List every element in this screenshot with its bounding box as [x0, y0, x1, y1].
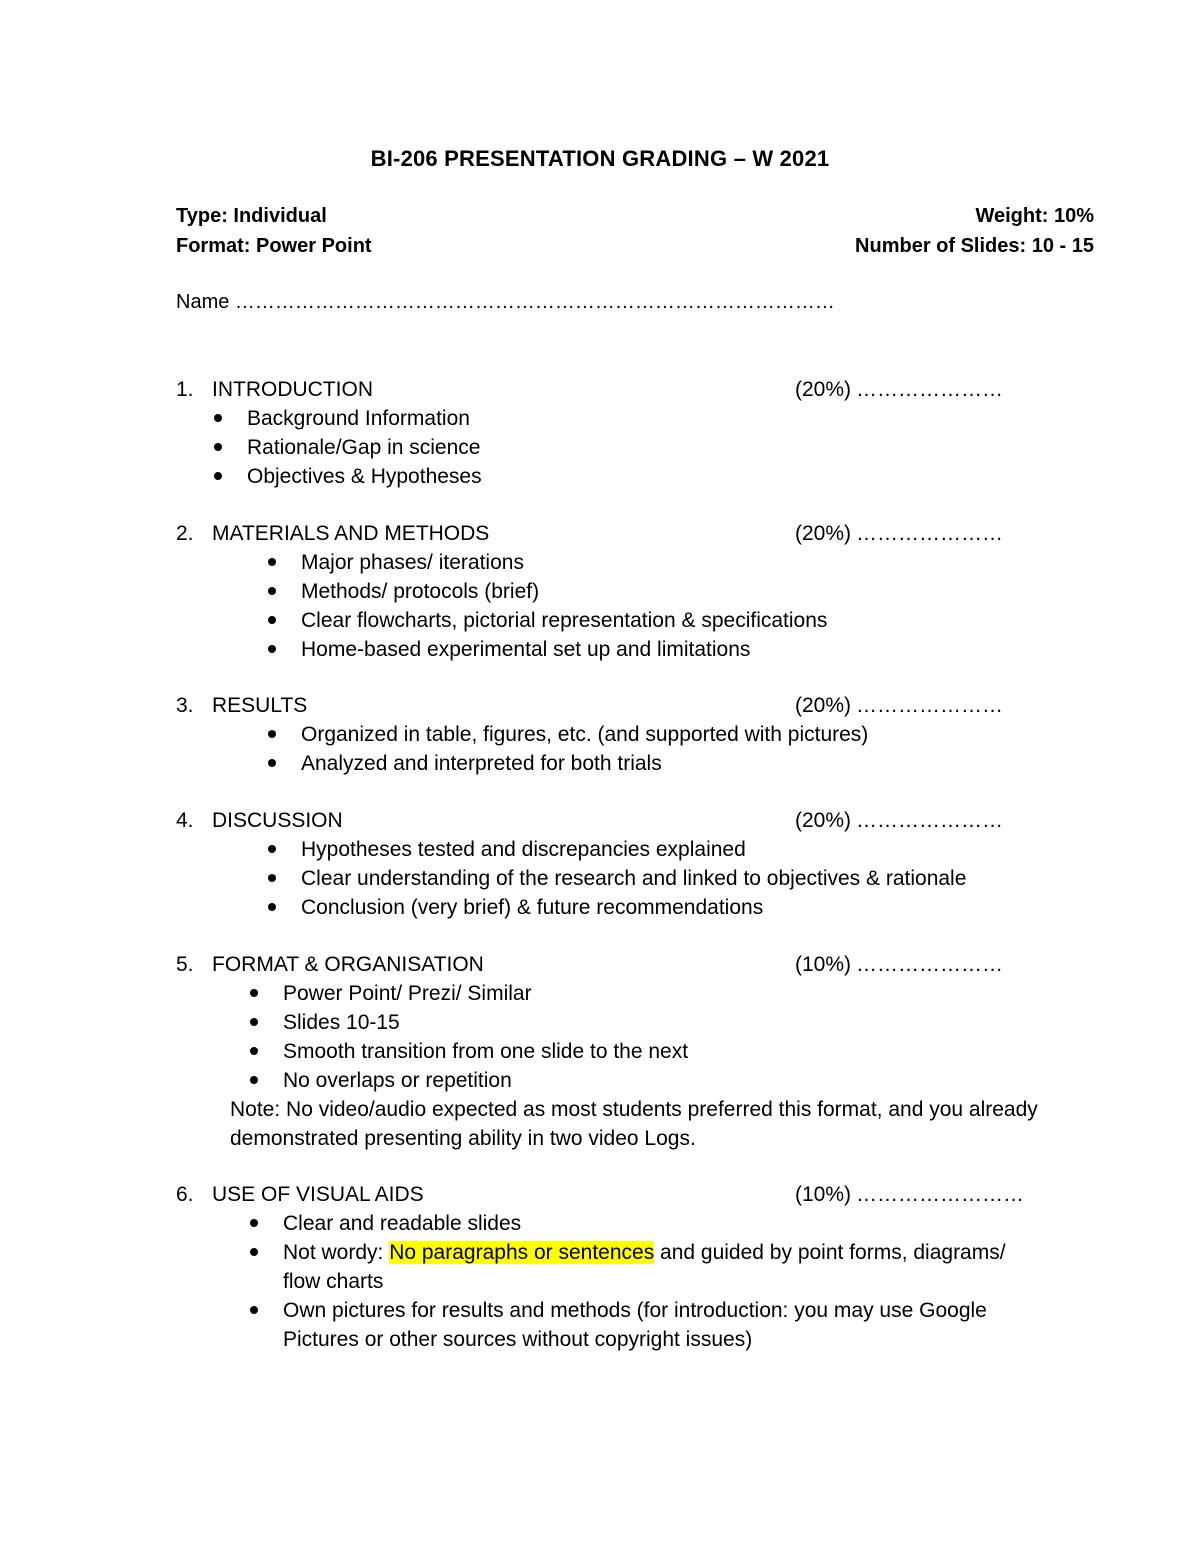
section-number: 1.: [176, 378, 194, 401]
list-item: [176, 1209, 1076, 1238]
list-item-text: Clear and readable slides: [283, 1212, 522, 1235]
bullet-icon: [214, 443, 222, 451]
bullet-icon: [268, 903, 276, 911]
section-number: 3.: [176, 694, 194, 717]
list-item: [176, 1238, 1076, 1296]
list-item: [176, 606, 1076, 635]
list-item: [176, 1008, 1076, 1037]
bullet-icon: [250, 989, 258, 997]
section-results: [176, 691, 1076, 778]
bullet-icon: [214, 472, 222, 480]
page-title: BI-206 PRESENTATION GRADING – W 2021: [370, 146, 830, 171]
section-visual-aids: [176, 1180, 1076, 1354]
section-percentage: (20%): [795, 522, 852, 545]
section-header: [176, 375, 1076, 404]
list-item-text: Clear understanding of the research and linked to objectives & rationale: [301, 867, 967, 890]
list-item: [176, 1066, 1076, 1095]
score-blank: …………………: [856, 694, 1003, 717]
highlighted-text: No paragraphs or sentences: [389, 1241, 655, 1264]
section-number: 6.: [176, 1183, 194, 1206]
bullet-icon: [250, 1047, 258, 1055]
list-item-text: Major phases/ iterations: [301, 551, 524, 574]
list-item-text: Smooth transition from one slide to the next: [283, 1040, 689, 1063]
bullet-icon: [250, 1248, 258, 1256]
list-item-text: No overlaps or repetition: [283, 1069, 512, 1092]
weight-label: Weight: 10%: [975, 205, 1094, 227]
list-item-text: Organized in table, figures, etc. (and supported with pictures): [301, 723, 869, 746]
list-item: [176, 864, 1076, 893]
bullet-icon: [250, 1076, 258, 1084]
list-item: [176, 720, 1076, 749]
list-item: [176, 835, 1076, 864]
list-item: [176, 404, 1076, 433]
format-label: Format: Power Point: [176, 235, 372, 257]
score-blank: …………………: [856, 378, 1003, 401]
score-blank: …………………: [856, 522, 1003, 545]
section-percentage: (10%): [795, 953, 852, 976]
list-item-text: Objectives & Hypotheses: [247, 465, 482, 488]
list-item-text: Home-based experimental set up and limitations: [301, 638, 751, 661]
section-header: [176, 1180, 1076, 1209]
list-item: [176, 462, 1076, 491]
bullet-icon: [268, 616, 276, 624]
bullet-icon: [268, 587, 276, 595]
section-title: FORMAT & ORGANISATION: [212, 953, 484, 976]
text-after-highlight: and guided by point forms, diagrams/ flow charts: [283, 1241, 1006, 1293]
section-title: MATERIALS AND METHODS: [212, 522, 490, 545]
section-number: 4.: [176, 809, 194, 832]
section-title: RESULTS: [212, 694, 308, 717]
bullet-icon: [268, 558, 276, 566]
section-title: DISCUSSION: [212, 809, 343, 832]
list-item: [176, 749, 1076, 778]
list-item-text: Own pictures for results and methods (for introduction: you may use Google Pictures or other sources without copyright issues): [283, 1299, 987, 1351]
section-number: 2.: [176, 522, 194, 545]
section-header: [176, 806, 1076, 835]
section-header: [176, 519, 1076, 548]
list-item: [176, 635, 1076, 664]
text-before-highlight: Not wordy:: [283, 1241, 390, 1264]
list-item: [176, 1296, 1076, 1354]
section-number: 5.: [176, 953, 194, 976]
list-item-text: Analyzed and interpreted for both trials: [301, 752, 662, 775]
section-introduction: [176, 375, 1076, 491]
bullet-icon: [250, 1219, 258, 1227]
section-title: INTRODUCTION: [212, 378, 373, 401]
bullet-icon: [250, 1306, 258, 1314]
list-item-text: Rationale/Gap in science: [247, 436, 481, 459]
list-item: [176, 548, 1076, 577]
list-item: [176, 1037, 1076, 1066]
bullet-icon: [214, 414, 222, 422]
list-item-text: Clear flowcharts, pictorial representation & specifications: [301, 609, 828, 632]
score-blank: …………………: [856, 953, 1003, 976]
section-note: Note: No video/audio expected as most students preferred this format, and you already demonstrated presenting ability in two video Logs.: [230, 1098, 1038, 1150]
bullet-icon: [268, 874, 276, 882]
section-percentage: (10%): [795, 1183, 852, 1206]
list-item: [176, 577, 1076, 606]
slides-label: Number of Slides: 10 - 15: [855, 235, 1094, 257]
list-item-text: Slides 10-15: [283, 1011, 400, 1034]
list-item: [176, 979, 1076, 1008]
list-item-text: Background Information: [247, 407, 470, 430]
type-label: Type: Individual: [176, 205, 327, 227]
bullet-icon: [268, 845, 276, 853]
list-item-text: [283, 1238, 1043, 1296]
name-field-line: Name ………………………………………………………………………………: [176, 291, 835, 313]
section-percentage: (20%): [795, 809, 852, 832]
section-materials-methods: [176, 519, 1076, 664]
list-item: [176, 433, 1076, 462]
list-item-text: Power Point/ Prezi/ Similar: [283, 982, 532, 1005]
list-item-text: Methods/ protocols (brief): [301, 580, 540, 603]
section-format-organisation: [176, 950, 1076, 1153]
section-percentage: (20%): [795, 694, 852, 717]
section-discussion: [176, 806, 1076, 922]
section-title: USE OF VISUAL AIDS: [212, 1183, 424, 1206]
section-header: [176, 950, 1076, 979]
list-item: [176, 893, 1076, 922]
score-blank: ……………………: [856, 1183, 1024, 1206]
section-header: [176, 691, 1076, 720]
bullet-icon: [268, 730, 276, 738]
section-percentage: (20%): [795, 378, 852, 401]
list-item-text: Conclusion (very brief) & future recommendations: [301, 896, 764, 919]
score-blank: …………………: [856, 809, 1003, 832]
list-item-text: Hypotheses tested and discrepancies explained: [301, 838, 746, 861]
bullet-icon: [268, 759, 276, 767]
bullet-icon: [268, 645, 276, 653]
bullet-icon: [250, 1018, 258, 1026]
